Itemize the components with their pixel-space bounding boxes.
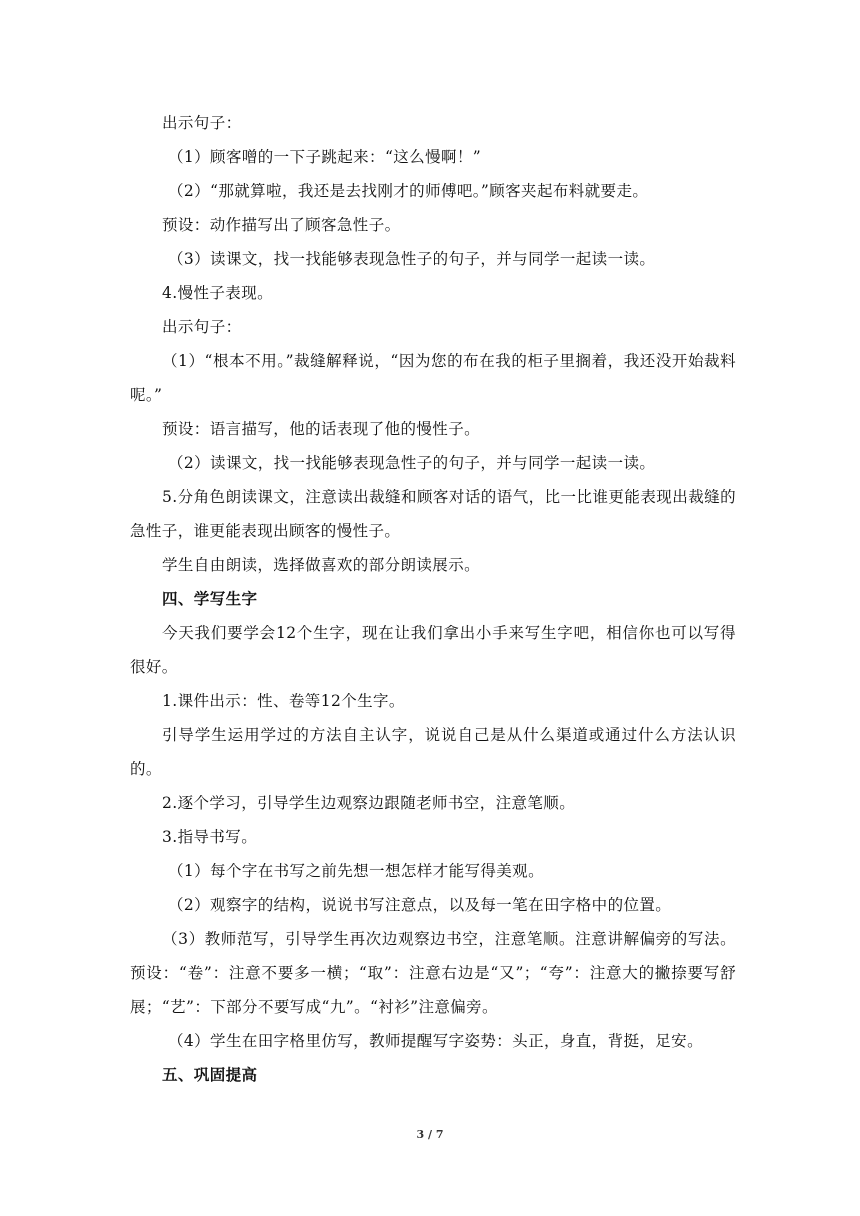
paragraph: （1）“根本不用。”裁缝解释说，“因为您的布在我的柜子里搁着，我还没开始裁料呢。” xyxy=(130,352,736,404)
paragraph: （3）教师范写，引导学生再次边观察边书空，注意笔顺。注意讲解偏旁的写法。 预设：“卷”：注意不要多一横；“取”：注意右边是“又”；“夸”：注意大的撇捺要写舒展；“艺”：下部分不要写成“九”。“衬衫”注意偏旁。 xyxy=(130,930,736,1016)
paragraph: 2.逐个学习，引导学生边观察边跟随老师书空，注意笔顺。 xyxy=(162,794,576,812)
paragraph: 3.指导书写。 xyxy=(162,828,258,846)
paragraph: 出示句子： xyxy=(162,318,242,336)
paragraph: 预设：动作描写出了顾客急性子。 xyxy=(162,216,401,234)
paragraph: 1.课件出示：性、卷等12个生字。 xyxy=(162,692,405,710)
document-body xyxy=(130,106,736,1092)
paragraph: 今天我们要学会12个生字，现在让我们拿出小手来写生字吧，相信你也可以写得很好。 xyxy=(130,624,736,676)
paragraph: 学生自由朗读，选择做喜欢的部分朗读展示。 xyxy=(162,556,481,574)
paragraph: （2）观察字的结构，说说书写注意点，以及每一笔在田字格中的位置。 xyxy=(168,896,672,914)
paragraph: （1）每个字在书写之前先想一想怎样才能写得美观。 xyxy=(168,862,544,880)
paragraph: 4.慢性子表现。 xyxy=(162,284,273,302)
page-number: 3 / 7 xyxy=(416,1128,444,1141)
paragraph: 出示句子： xyxy=(162,114,242,132)
section-heading: 四、学写生字 xyxy=(162,589,258,608)
section-heading: 五、巩固提高 xyxy=(162,1065,258,1084)
paragraph: （1）顾客噌的一下子跳起来：“这么慢啊！” xyxy=(168,148,482,166)
paragraph: （4）学生在田字格里仿写，教师提醒写字姿势：头正，身直，背挺，足安。 xyxy=(168,1032,703,1050)
paragraph: 引导学生运用学过的方法自主认字，说说自己是从什么渠道或通过什么方法认识的。 xyxy=(130,726,736,778)
paragraph: （3）读课文，找一找能够表现急性子的句子，并与同学一起读一读。 xyxy=(168,250,656,268)
paragraph: （2）“那就算啦，我还是去找刚才的师傅吧。”顾客夹起布料就要走。 xyxy=(168,182,649,200)
paragraph: （2）读课文，找一找能够表现急性子的句子，并与同学一起读一读。 xyxy=(168,454,656,472)
paragraph: 预设：语言描写，他的话表现了他的慢性子。 xyxy=(162,420,481,438)
paragraph: 5.分角色朗读课文，注意读出裁缝和顾客对话的语气，比一比谁更能表现出裁缝的急性子，谁更能表现出顾客的慢性子。 xyxy=(130,488,736,540)
